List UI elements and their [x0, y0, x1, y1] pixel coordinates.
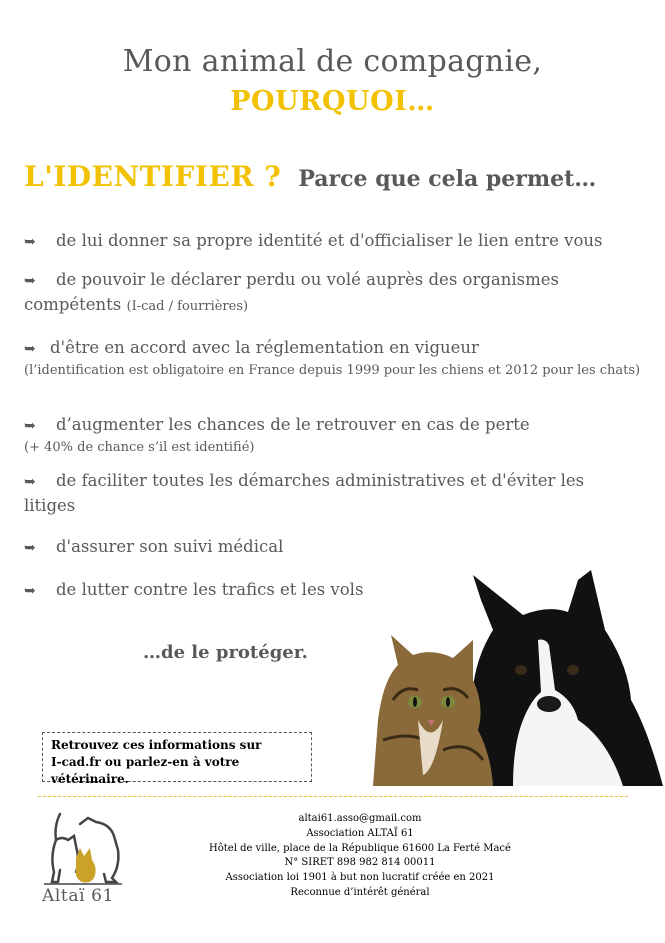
- list-item: [24, 229, 644, 254]
- right-arrow-icon: ➥: [24, 583, 36, 599]
- item-text: de pouvoir le déclarer perdu ou volé auprès des organismes: [56, 270, 560, 289]
- right-arrow-icon: ➥: [24, 234, 36, 250]
- footer-recognition: Reconnue d’intérêt général: [290, 886, 430, 898]
- item-note: (+ 40% de chance s’il est identifié): [24, 440, 255, 455]
- heading-main: L'IDENTIFIER ?: [24, 160, 282, 193]
- info-box-line-1: Retrouvez ces informations sur: [51, 738, 262, 752]
- closing-line: …de le protéger.: [143, 642, 308, 663]
- right-arrow-icon: ➥: [24, 474, 36, 490]
- item-text: d'assurer son suivi médical: [56, 537, 284, 556]
- logo-text: Altaï 61: [42, 886, 114, 906]
- item-text-continued: litiges: [24, 496, 76, 515]
- item-text: de lutter contre les trafics et les vols: [56, 580, 364, 599]
- footer-law: Association loi 1901 à but non lucratif créée en 2021: [225, 872, 495, 884]
- item-text: de lui donner sa propre identité et d'officialiser le lien entre vous: [56, 231, 603, 250]
- footer-contact: [150, 812, 570, 901]
- right-arrow-icon: ➥: [24, 341, 36, 357]
- title-line-1: Mon animal de compagnie,: [122, 44, 543, 79]
- item-inline-note: (I-cad / fourrières): [126, 299, 249, 314]
- list-item: [24, 268, 644, 316]
- footer-siret: N° SIRET 898 982 814 00011: [284, 857, 436, 869]
- footer-name: Association ALTAÏ 61: [306, 827, 414, 839]
- item-text: d’augmenter les chances de le retrouver en cas de perte: [56, 415, 530, 434]
- item-text: de faciliter toutes les démarches administratives et d'éviter les: [56, 471, 585, 490]
- right-arrow-icon: ➥: [24, 418, 36, 434]
- item-note: (l’identification est obligatoire en France depuis 1999 pour les chiens et 2012 pour les chats): [24, 363, 641, 378]
- item-text-continued: compétents: [24, 295, 122, 314]
- section-heading: [24, 160, 596, 193]
- right-arrow-icon: ➥: [24, 540, 36, 556]
- info-box: [42, 732, 312, 786]
- title-line-2: POURQUOI…: [230, 86, 435, 117]
- list-item: [24, 413, 644, 457]
- footer-email: altai61.asso@gmail.com: [298, 813, 422, 824]
- list-item: [24, 469, 644, 517]
- cat-and-dog-photo: [373, 570, 663, 786]
- footer-divider: [38, 796, 628, 797]
- item-text: d'être en accord avec la réglementation en vigueur: [50, 338, 479, 357]
- right-arrow-icon: ➥: [24, 273, 36, 289]
- info-box-line-2: I-cad.fr ou parlez-en à votre vétérinaire.: [51, 755, 240, 786]
- list-item: [24, 535, 644, 560]
- footer-address: Hôtel de ville, place de la République 61600 La Ferté Macé: [209, 842, 511, 854]
- heading-sub: Parce que cela permet…: [298, 166, 597, 192]
- list-item: [24, 336, 644, 380]
